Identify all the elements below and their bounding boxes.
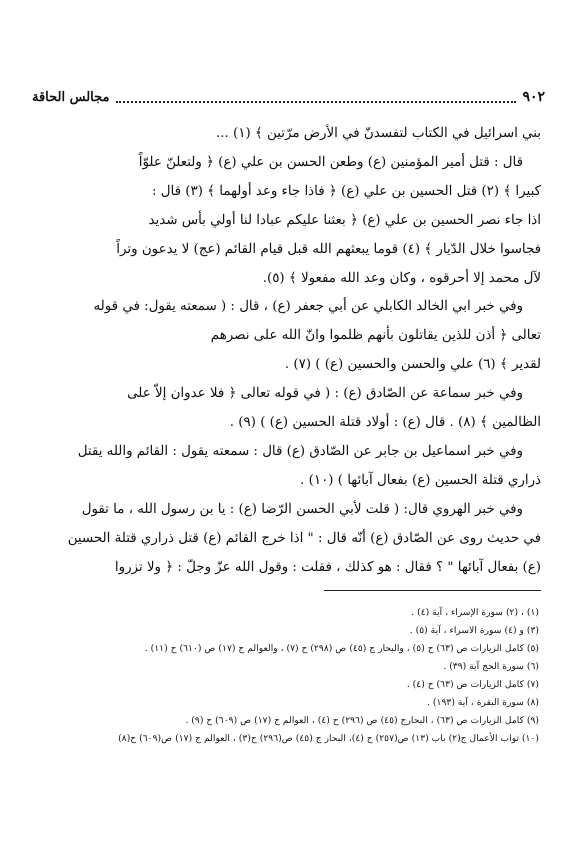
main-text <box>34 120 541 583</box>
text-line: لآل محمد إلا أحرقوه ، وكان وعد الله مفعولا ﴾ (٥). <box>262 270 541 286</box>
footnote: (٨) سورة البقرة ، آية (١٩٣) . <box>427 697 539 708</box>
footnote: (٩) كامل الزيارات ص (٦٣) ، البحارج (٤٥) ص (٢٩٦) ح (٤) ، العوالم ج (١٧) ص (٦٠٩) ح (٩) . <box>185 715 539 726</box>
text-line: (ع) بفعال آبائها " ؟ فقال : هو كذلك ، فقلت : وقول الله عزّ وجلّ : ﴿ ولا تزروا <box>114 559 541 575</box>
page-number: ٩٠٢ <box>522 89 545 105</box>
footnote: (١) ، (٢) سورة الإسراء ، آية (٤) . <box>411 607 539 618</box>
footnote: (١٠) ثواب الأعمال ج(٢) باب (١٣) ص(٢٥٧) ح (٤)، البحار ج (٤٥) ص(٢٩٦) ح(٣) ، العوالم ج (١٧) ص(٦٠٩) ح(٨) <box>118 733 539 744</box>
running-title: مجالس الحاقة <box>32 89 110 105</box>
text-line: في حديث روى عن الصّادق (ع) أنّه قال : " اذا خرج القائم (ع) قتل ذراري قتلة الحسين <box>67 530 541 546</box>
page-header <box>32 84 545 110</box>
footnote: (٣) و (٤) سورة الاسراء ، آية (٥) . <box>409 625 539 636</box>
text-line: وفي خبر ابي الخالد الكابلي عن أبي جعفر (ع) ، قال : ( سمعته يقول: في قوله <box>93 299 523 315</box>
footnote: (٧) كامل الزيارات ص (٦٣) ح (٤) . <box>406 679 539 690</box>
text-line: فجاسوا خلال الدّيار ﴾ (٤) قوما يبعثهم الله قبل قيام القائم (عج) لا يدعون وتراً <box>116 241 541 257</box>
text-line: بني اسرائيل في الكتاب لتفسدنّ في الأرض مرّتين ﴾ (١) ... <box>215 126 541 141</box>
header-dotted-leader <box>116 91 517 103</box>
text-line: قال : قتل أمير المؤمنين (ع) وطعن الحسن بن علي (ع) ﴿ ولتعلنّ علوّاً <box>138 154 523 170</box>
footnote: (٦) سورة الحج آية (٣٩) . <box>443 661 539 672</box>
text-line: الظالمين ﴾ (٨) . قال (ع) : أولاد قتلة الحسين (ع) ) (٩) . <box>229 415 541 431</box>
footnote-separator <box>324 590 541 591</box>
text-line: كبيرا ﴾ (٢) قتل الحسين بن علي (ع) ﴿ فاذا جاء وعد أولهما ﴾ (٣) قال : <box>152 183 541 199</box>
text-line: تعالى ﴿ أذن للذين يقاتلون بأنهم ظلموا وانّ الله على نصرهم <box>210 328 541 344</box>
footnote: (٥) كامل الزيارات ص (٦٣) ح (٥) ، والبحار ج (٤٥) ص (٢٩٨) ح (٧) ، والعوالم ج (١٧) ص (٦١٠) ح (١١) . <box>144 643 539 654</box>
text-line: لقدير ﴾ (٦) علي والحسن والحسين (ع) ) (٧) . <box>284 357 541 373</box>
text-line: اذا جاء نصر الحسين بن علي (ع) ﴿ بعثنا عليكم عبادا لنا أولي بأس شديد <box>148 212 541 228</box>
text-line: وفي خبر سماعة عن الصّادق (ع) : ( في قوله تعالى ﴿ فلا عدوان إلاّ على <box>127 386 523 402</box>
text-line: وفي خبر الهروي قال: ( قلت لأبي الحسن الرّضا (ع) : يا بن رسول الله ، ما تقول <box>81 501 523 517</box>
footnotes <box>38 604 539 748</box>
text-line: وفي خبر اسماعيل بن جابر عن الصّادق (ع) قال : سمعته يقول : القائم والله يقتل <box>77 443 523 459</box>
text-line: ذراري قتلة الحسين (ع) بفعال آبائها ) (١٠) . <box>300 472 541 488</box>
